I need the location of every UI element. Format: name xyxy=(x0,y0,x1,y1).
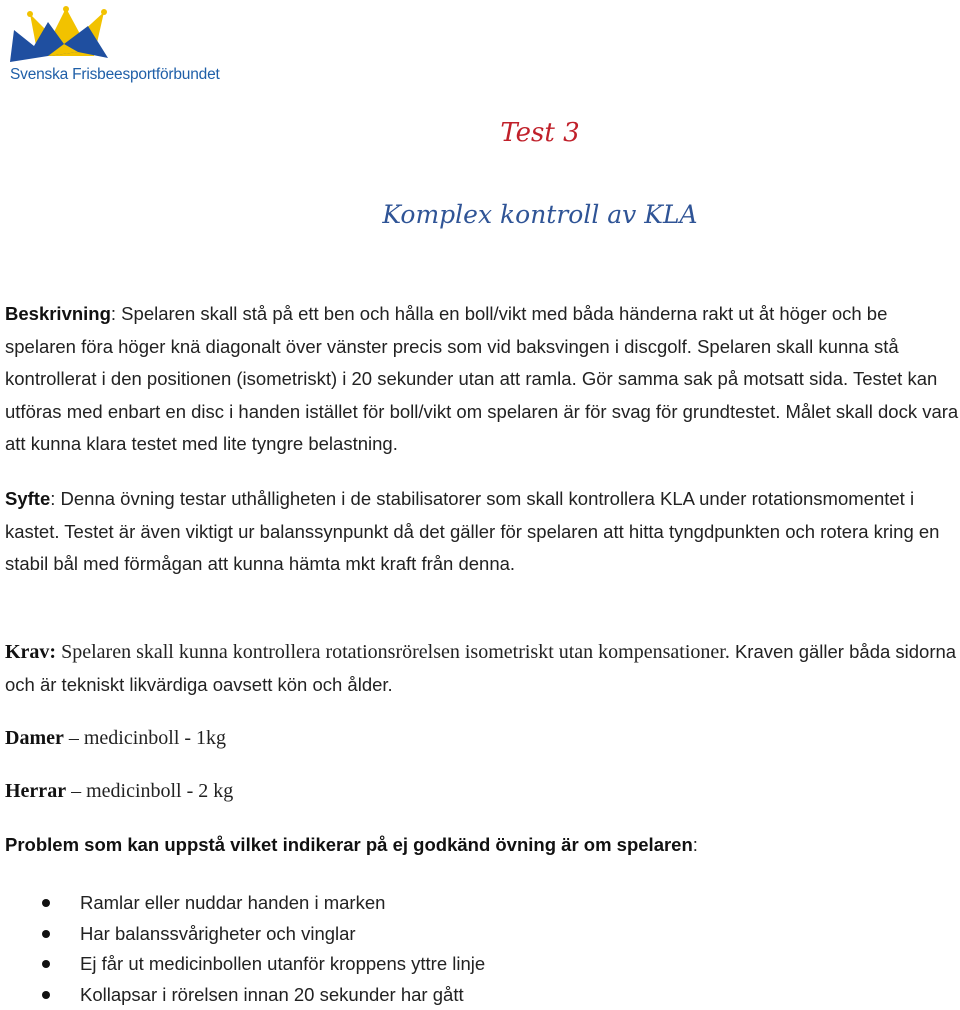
women-text: – medicinboll - 1kg xyxy=(64,727,226,749)
description-paragraph xyxy=(5,298,960,461)
men-line xyxy=(5,775,960,808)
purpose-text: : Denna övning testar uthålligheten i de stabilisatorer som skall kontrollera KLA under rotationsmomentet i kastet. Testet är även viktigt ur balanssynpunkt då det gäller för spelaren att hitta tyngdpunkten och rotera kring en stabil bål med förmågan att kunna hämta mkt kraft från denna. xyxy=(5,488,939,574)
purpose-paragraph xyxy=(5,483,960,581)
problems-heading-suffix: : xyxy=(693,834,698,855)
men-text: – medicinboll - 2 kg xyxy=(66,780,233,802)
list-item: Ej får ut medicinbollen utanför kroppens yttre linje xyxy=(40,949,485,980)
page-title: Test 3 xyxy=(0,118,960,148)
problems-list xyxy=(40,888,485,1010)
list-item: Ramlar eller nuddar handen i marken xyxy=(40,888,485,919)
list-item: Har balanssvårigheter och vinglar xyxy=(40,919,485,950)
crown-icon xyxy=(8,6,223,66)
description-label: Beskrivning xyxy=(5,303,111,324)
problems-heading-text: Problem som kan uppstå vilket indikerar på ej godkänd övning är om spelaren xyxy=(5,834,693,855)
requirement-paragraph xyxy=(5,636,960,701)
logo-text: Svenska Frisbeesportförbundet xyxy=(10,66,220,84)
requirement-label: Krav: xyxy=(5,641,56,663)
list-item: Kollapsar i rörelsen innan 20 sekunder har gått xyxy=(40,980,485,1010)
page-subtitle: Komplex kontroll av KLA xyxy=(0,200,960,229)
description-text: : Spelaren skall stå på ett ben och hålla en boll/vikt med båda händerna rakt ut åt höger och be spelaren föra höger knä diagonalt över vänster precis som vid baksvingen i discgolf. Spelaren skall kunna stå kontrollerat i den positionen (isometriskt) i 20 sekunder utan att ramla. Gör samma sak på motsatt sida. Testet kan utföras med enbart en disc i handen istället för boll/vikt om spelaren är för svag för grundtestet. Målet skall dock vara att kunna klara testet med lite tyngre belastning. xyxy=(5,303,958,454)
men-label: Herrar xyxy=(5,780,66,802)
problems-heading xyxy=(5,829,960,862)
federation-logo xyxy=(8,6,223,88)
requirement-text: Kraven gäller båda sidorna och är tekniskt likvärdiga oavsett kön och ålder. xyxy=(5,641,956,695)
women-label: Damer xyxy=(5,727,64,749)
women-line xyxy=(5,722,960,755)
purpose-label: Syfte xyxy=(5,488,50,509)
requirement-text-serif: Spelaren skall kunna kontrollera rotationsrörelsen isometriskt utan kompensationer. xyxy=(56,641,730,663)
